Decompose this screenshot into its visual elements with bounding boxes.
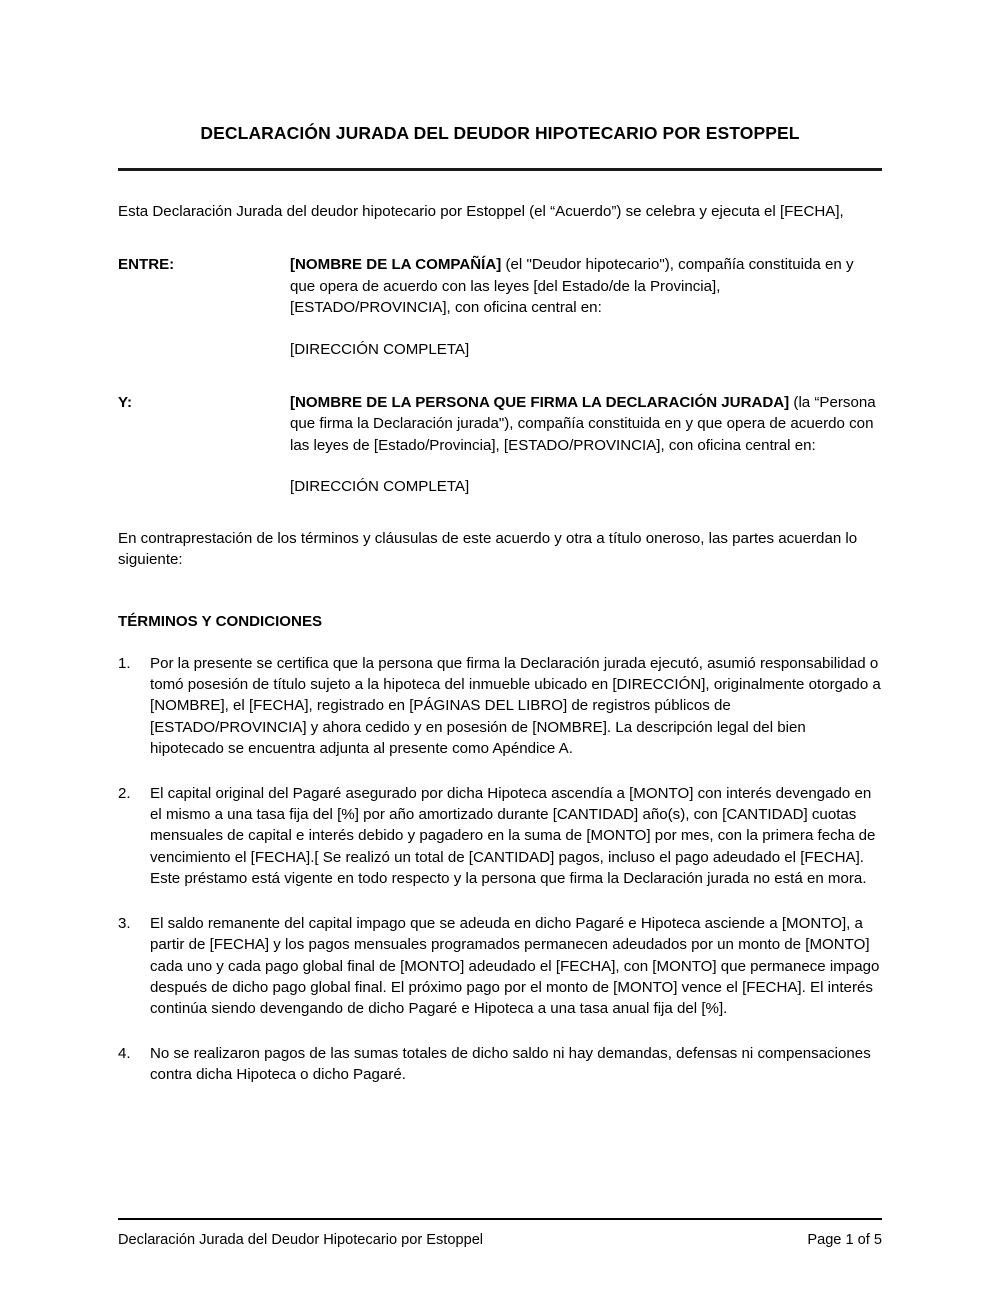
terms-and-conditions-heading: TÉRMINOS Y CONDICIONES: [118, 612, 323, 630]
page-footer: [118, 1218, 882, 1250]
party-row-y: [118, 392, 882, 498]
term-item-3: [118, 913, 882, 1020]
party-name-entre: [NOMBRE DE LA COMPAÑÍA]: [290, 256, 502, 274]
footer-row: [118, 1231, 882, 1250]
document-content: [118, 0, 882, 1086]
consideration-paragraph: En contraprestación de los términos y cláusulas de este acuerdo y otra a título oneroso, las partes acuerdan lo siguiente:: [118, 529, 858, 569]
term-item-1: [118, 653, 882, 760]
party-body-y: [290, 392, 882, 498]
footer-document-name: Declaración Jurada del Deudor Hipotecario por Estoppel: [118, 1232, 484, 1249]
term-item-2: [118, 783, 882, 890]
term-number-4: 4.: [118, 1044, 131, 1062]
party-body-entre: [290, 254, 882, 360]
party-name-y: [NOMBRE DE LA PERSONA QUE FIRMA LA DECLARACIÓN JURADA]: [290, 393, 790, 411]
footer-page-number: Page 1 of 5: [807, 1232, 882, 1249]
terms-list: [118, 653, 882, 1086]
title-divider: [118, 167, 882, 171]
page-title: DECLARACIÓN JURADA DEL DEUDOR HIPOTECARIO POR ESTOPPEL: [200, 123, 800, 143]
party-row-entre: [118, 254, 882, 360]
party-block-y: [290, 392, 882, 456]
term-number-1: 1.: [118, 654, 131, 672]
term-number-2: 2.: [118, 784, 131, 802]
title-divider-inner: [118, 168, 882, 171]
party-description-entre: (el "Deudor hipotecario"), compañía constituida en y que opera de acuerdo con las leyes [del Estado/de la Provincia], [ESTADO/PROVINCIA], con oficina central en:: [290, 256, 854, 317]
term-text-4: No se realizaron pagos de las sumas totales de dicho saldo ni hay demandas, defensas ni compensaciones contra dicha Hipoteca o dicho Pagaré.: [150, 1044, 871, 1084]
term-item-4: [118, 1043, 882, 1086]
term-text-1: Por la presente se certifica que la persona que firma la Declaración jurada ejecutó, asumió responsabilidad o tomó posesión de título sujeto a la hipoteca del inmueble ubicado en [DIRECCIÓN], originalmente otorgado a [NOMBRE], el [FECHA], registrado en [PÁGINAS DEL LIBRO] de registros públicos de [ESTADO/PROVINCIA] y ahora cedido y en posesión de [NOMBRE]. La descripción legal del bien hipotecado se encuentra adjunta al presente como Apéndice A.: [150, 654, 881, 758]
party-label-entre: ENTRE:: [118, 256, 175, 274]
party-block-entre: [290, 254, 882, 318]
term-text-2: El capital original del Pagaré asegurado por dicha Hipoteca ascendía a [MONTO] con interés devengado en el mismo a una tasa fija del [%] por año amortizado durante [CANTIDAD] año(s), con [CANTIDAD] cuotas mensuales de capital e interés debido y pagadero en la suma de [MONTO] por mes, con la primera fecha de vencimiento el [FECHA].[ Se realizó un total de [CANTIDAD] pagos, incluso el pago adeudado el [FECHA]. Este préstamo está vigente en todo respecto y la persona que firma la Declaración jurada no está en mora.: [150, 784, 876, 888]
party-address-y: [DIRECCIÓN COMPLETA]: [290, 478, 470, 496]
footer-divider: [118, 1218, 882, 1220]
party-label-y: Y:: [118, 393, 132, 411]
party-address-entre: [DIRECCIÓN COMPLETA]: [290, 340, 470, 358]
term-number-3: 3.: [118, 914, 131, 932]
intro-paragraph: Esta Declaración Jurada del deudor hipotecario por Estoppel (el “Acuerdo”) se celebra y ejecuta el [FECHA],: [118, 202, 844, 220]
term-text-3: El saldo remanente del capital impago que se adeuda en dicho Pagaré e Hipoteca asciende a [MONTO], a partir de [FECHA] y los pagos mensuales programados permanecen adeudados por un monto de [MONTO] cada uno y cada pago global final de [MONTO] adeudado el [FECHA], con [MONTO] que permanece impago después de dicho pago global final. El próximo pago por el monto de [MONTO] vence el [FECHA]. El interés continúa siendo devengando de dicho Pagaré e Hipoteca a una tasa anual fija del [%].: [150, 914, 880, 1018]
party-description-y: (la “Persona que firma la Declaración jurada"), compañía constituida en y que opera de acuerdo con las leyes de [Estado/Provincia], [ESTADO/PROVINCIA], con oficina central en:: [290, 393, 876, 454]
